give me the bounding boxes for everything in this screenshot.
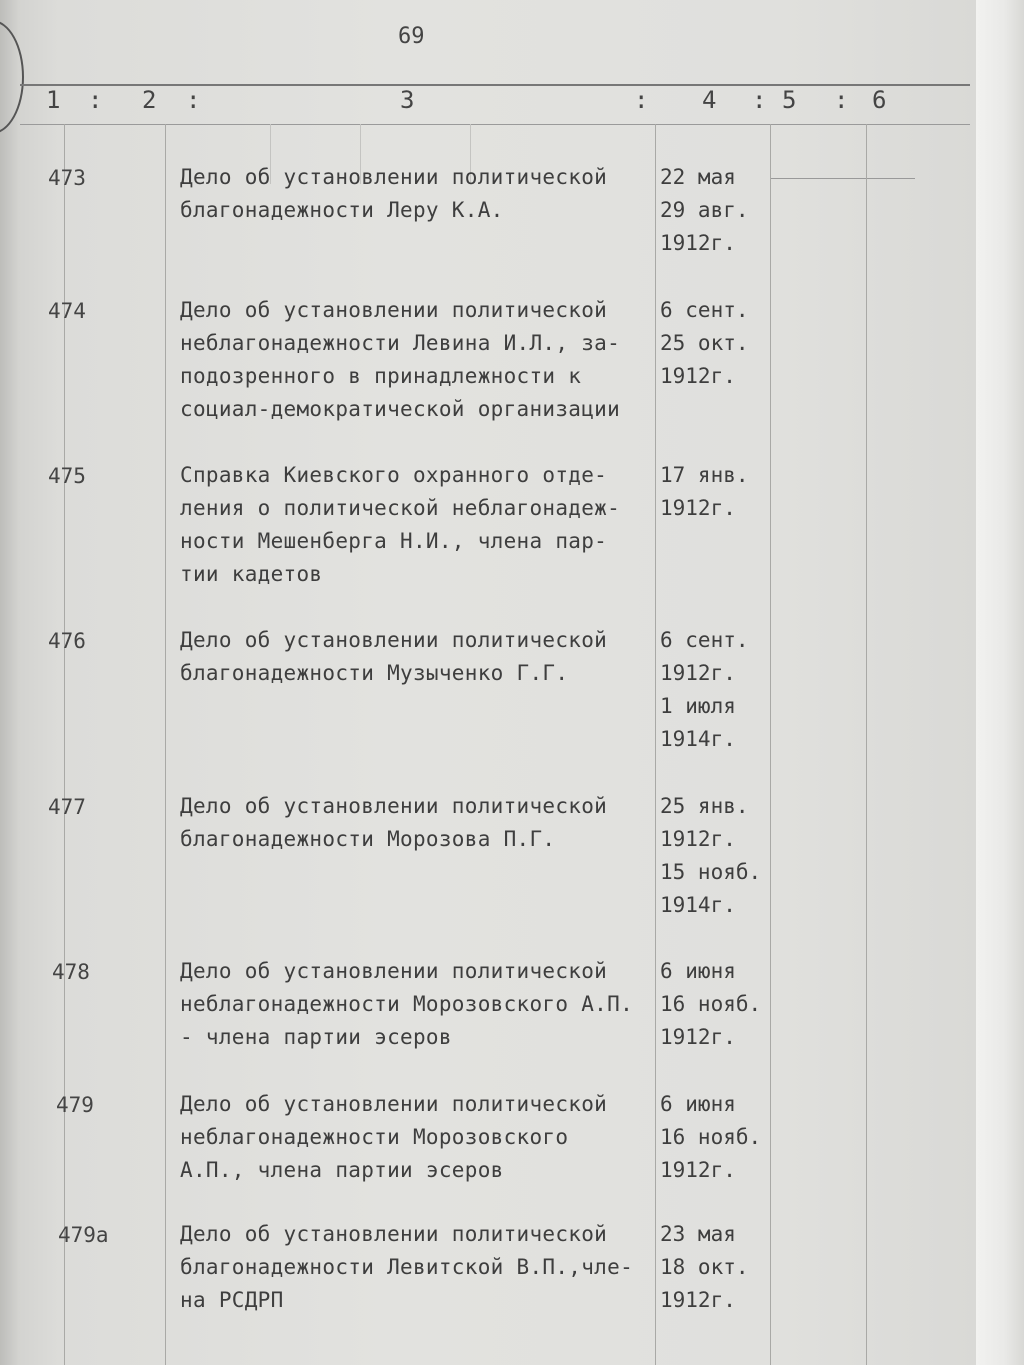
column-number-1: 1 bbox=[46, 86, 61, 114]
header-top-rule bbox=[20, 84, 970, 86]
column-divider-3 bbox=[655, 124, 656, 1365]
entry-number: 474 bbox=[48, 299, 86, 323]
entry-number: 473 bbox=[48, 166, 86, 190]
entry-dates: 22 мая 29 авг. 1912г. bbox=[660, 165, 749, 255]
entry-dates: 17 янв. 1912г. bbox=[660, 463, 749, 520]
next-page-edge bbox=[976, 0, 1024, 1365]
entry-dates: 6 июня 16 нояб. 1912г. bbox=[660, 959, 762, 1049]
column-number-5: 5 bbox=[782, 86, 797, 114]
column-divider-2 bbox=[165, 124, 166, 1365]
entry-title: Дело об установлении политической неблагонадежности Морозовского А.П., члена партии эсеров bbox=[180, 1092, 608, 1182]
entry-dates: 25 янв. 1912г. 15 нояб. 1914г. bbox=[660, 794, 762, 917]
entry-number: 475 bbox=[48, 464, 86, 488]
entry-title: Дело об установлении политической благонадежности Морозова П.Г. bbox=[180, 794, 608, 851]
entry-number: 476 bbox=[48, 629, 86, 653]
entry-number: 478 bbox=[52, 960, 90, 984]
header-sub-rule bbox=[770, 178, 915, 179]
column-number-6: 6 bbox=[872, 86, 887, 114]
entry-title: Дело об установлении политической благонадежности Музыченко Г.Г. bbox=[180, 628, 608, 685]
entry-title: Дело об установлении политической благонадежности Леру К.А. bbox=[180, 165, 608, 222]
column-separator: : bbox=[88, 86, 103, 114]
entry-title: Справка Киевского охранного отде- ления о политической неблагонадеж- ности Мешенберга Н.И., члена пар- тии кадетов bbox=[180, 463, 621, 586]
header-bottom-rule bbox=[20, 124, 970, 125]
column-separator: : bbox=[186, 86, 201, 114]
entry-dates: 6 сент. 1912г. 1 июля 1914г. bbox=[660, 628, 749, 751]
entry-title: Дело об установлении политической неблагонадежности Морозовского А.П. - члена партии эсеров bbox=[180, 959, 634, 1049]
entry-dates: 23 мая 18 окт. 1912г. bbox=[660, 1222, 749, 1312]
column-number-2: 2 bbox=[142, 86, 157, 114]
entry-number: 479 bbox=[56, 1093, 94, 1117]
entry-title: Дело об установлении политической неблагонадежности Левина И.Л., за- подозренного в принадлежности к социал-демократической организации bbox=[180, 298, 621, 421]
entry-title: Дело об установлении политической благонадежности Левитской В.П.,чле- на РСДРП bbox=[180, 1222, 634, 1312]
column-separator: : bbox=[634, 86, 649, 114]
column-divider-5 bbox=[866, 124, 867, 1365]
entry-number: 479а bbox=[58, 1223, 109, 1247]
binding-margin bbox=[0, 0, 18, 1365]
column-number-3: 3 bbox=[400, 86, 415, 114]
page-number: 69 bbox=[398, 24, 425, 49]
entry-number: 477 bbox=[48, 795, 86, 819]
column-number-4: 4 bbox=[702, 86, 717, 114]
entry-dates: 6 сент. 25 окт. 1912г. bbox=[660, 298, 749, 388]
entry-dates: 6 июня 16 нояб. 1912г. bbox=[660, 1092, 762, 1182]
column-separator: : bbox=[752, 86, 767, 114]
column-separator: : bbox=[834, 86, 849, 114]
